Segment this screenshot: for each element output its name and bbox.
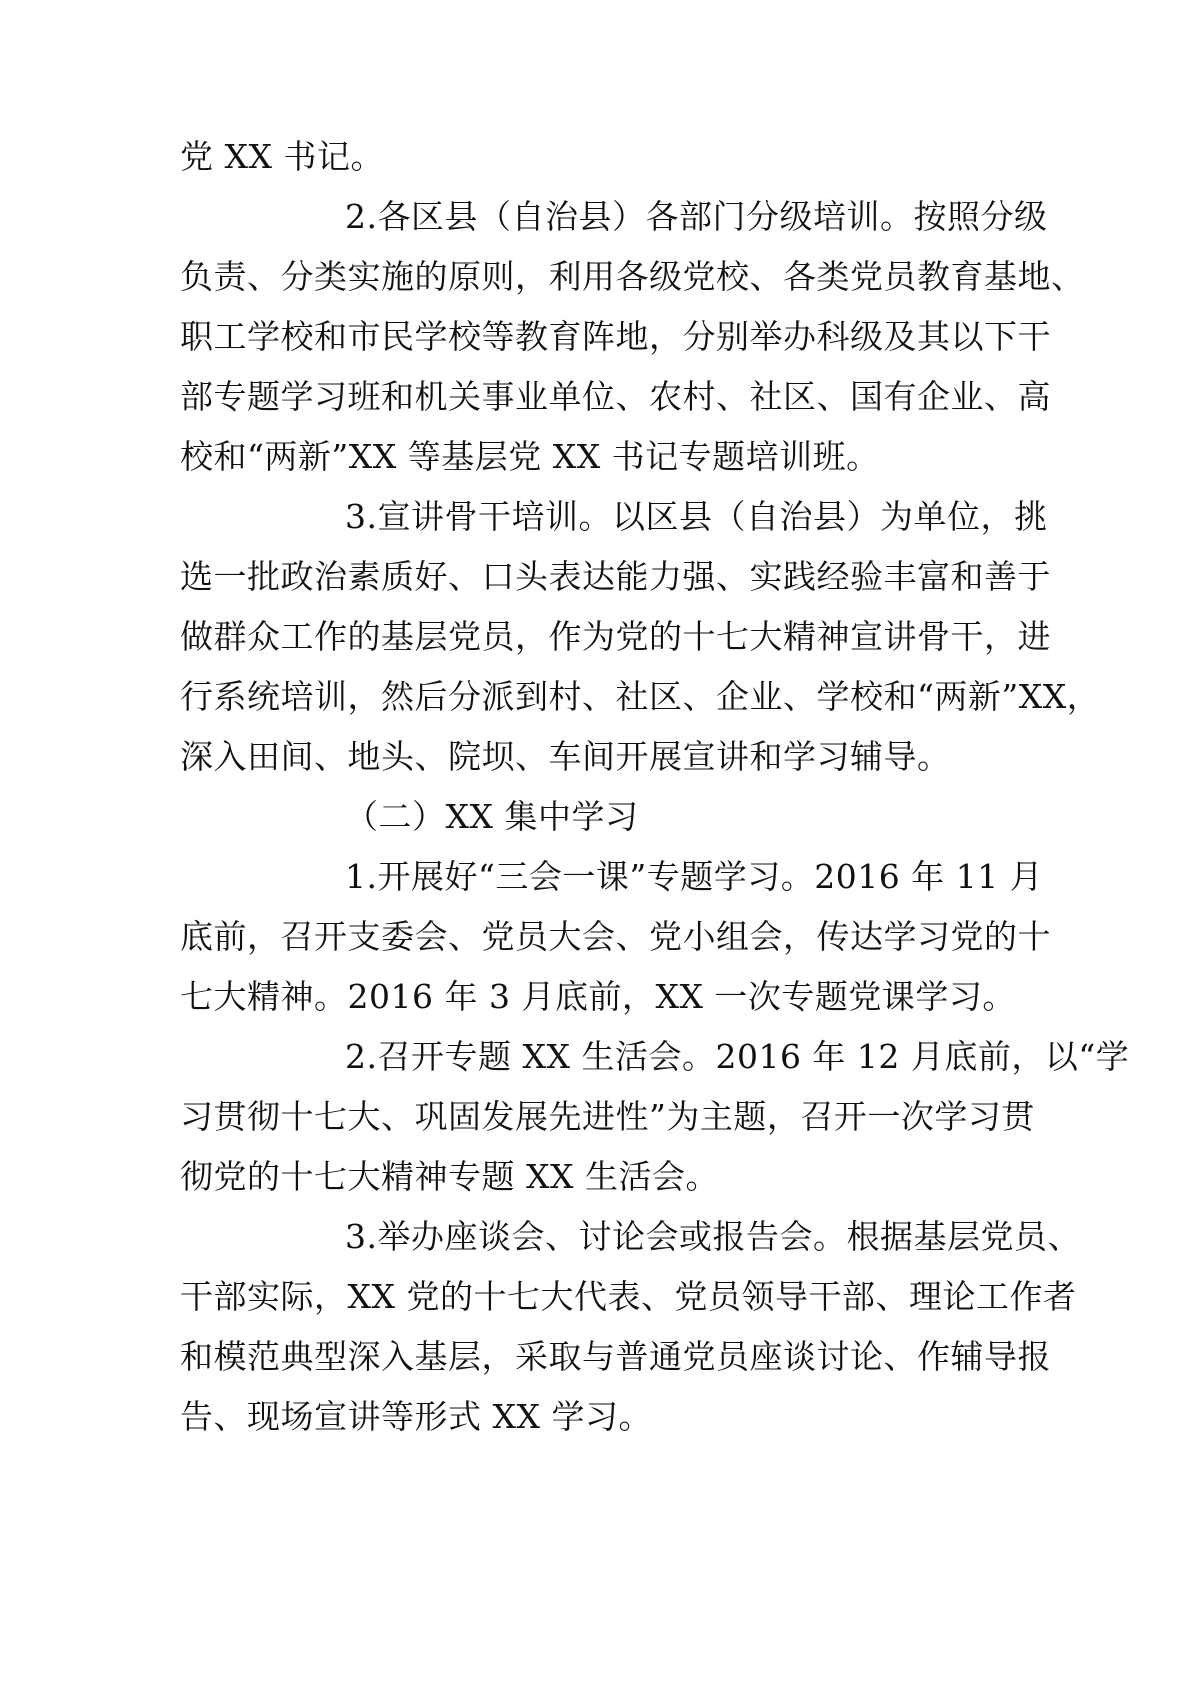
text-line: 校和“两新”XX 等基层党 XX 书记专题培训班。 [180, 437, 880, 476]
text-line: 党 XX 书记。 [180, 137, 384, 176]
text-line: 部专题学习班和机关事业单位、农村、社区、国有企业、高 [180, 377, 1051, 416]
text-line: 行系统培训，然后分派到村、社区、企业、学校和“两新”XX， [180, 677, 1101, 716]
text-line: 深入田间、地头、院坝、车间开展宣讲和学习辅导。 [180, 737, 951, 776]
text-line: 选一批政治素质好、口头表达能力强、实践经验丰富和善于 [180, 557, 1051, 596]
text-line: 负责、分类实施的原则，利用各级党校、各类党员教育基地、 [180, 257, 1085, 296]
text-line: 彻党的十七大精神专题 XX 生活会。 [180, 1157, 719, 1196]
text-line: 告、现场宣讲等形式 XX 学习。 [180, 1397, 652, 1436]
text-line: 干部实际，XX 党的十七大代表、党员领导干部、理论工作者 [180, 1277, 1077, 1316]
paragraph-start-line: 3.宣讲骨干培训。以区县（自治县）为单位，挑 [345, 497, 1048, 536]
paragraph-start-line: 2.各区县（自治县）各部门分级培训。按照分级 [345, 197, 1048, 236]
text-line: 习贯彻十七大、巩固发展先进性”为主题，召开一次学习贯 [180, 1097, 1035, 1136]
paragraph-start-line: 3.举办座谈会、讨论会或报告会。根据基层党员、 [345, 1217, 1081, 1256]
paragraph-start-line: 1.开展好“三会一课”专题学习。2016 年 11 月 [345, 857, 1044, 896]
text-line: 七大精神。2016 年 3 月底前，XX 一次专题党课学习。 [180, 977, 1016, 1016]
text-line: 和模范典型深入基层，采取与普通党员座谈讨论、作辅导报 [180, 1337, 1051, 1376]
section-heading: （二）XX 集中学习 [345, 797, 639, 836]
text-line: 底前，召开支委会、党员大会、党小组会，传达学习党的十 [180, 917, 1051, 956]
text-line: 做群众工作的基层党员，作为党的十七大精神宣讲骨干，进 [180, 617, 1051, 656]
paragraph-start-line: 2.召开专题 XX 生活会。2016 年 12 月底前，以“学 [345, 1037, 1130, 1076]
text-line: 职工学校和市民学校等教育阵地，分别举办科级及其以下干 [180, 317, 1051, 356]
